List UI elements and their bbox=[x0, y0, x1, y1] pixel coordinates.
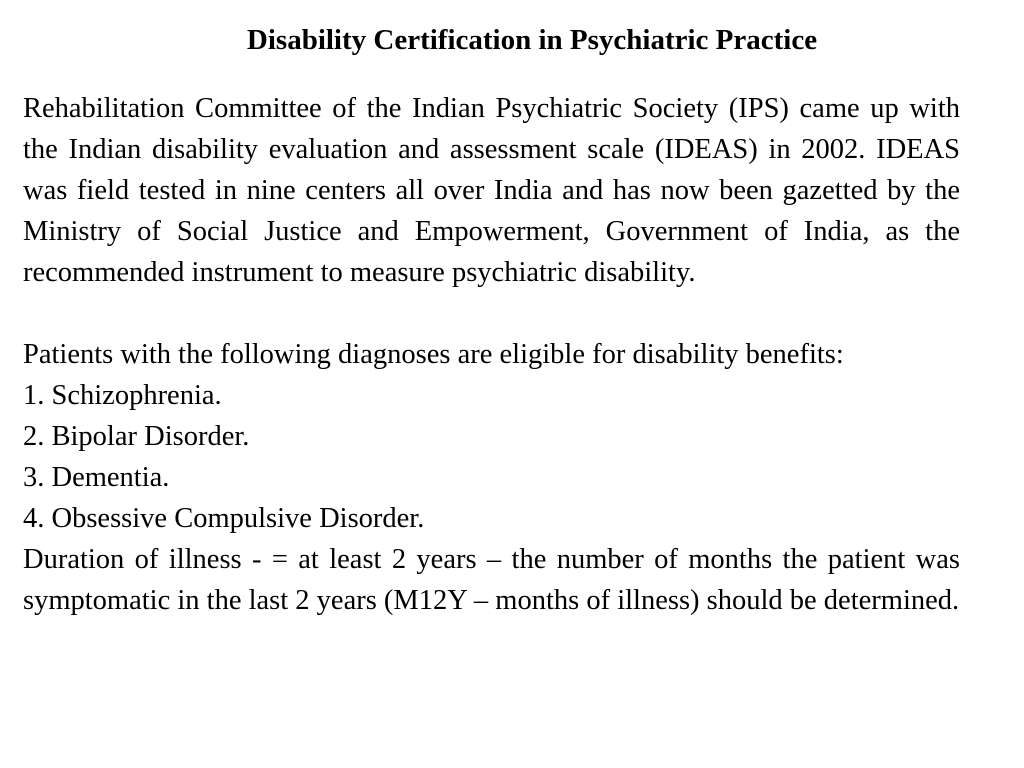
slide-body bbox=[23, 88, 960, 621]
diagnoses-list bbox=[23, 375, 960, 539]
intro-paragraph: Rehabilitation Committee of the Indian Psychiatric Society (IPS) came up with the Indian disability evaluation and assessment scale (IDEAS) in 2002. IDEAS was field tested in nine centers all over India and has now been gazetted by the Ministry of Social Justice and Empowerment, Government of India, as the recommended instrument to measure psychiatric disability. bbox=[23, 93, 960, 288]
diagnosis-item-ocd: 4. Obsessive Compulsive Disorder. bbox=[23, 503, 425, 534]
diagnosis-item-dementia: 3. Dementia. bbox=[23, 462, 170, 493]
duration-paragraph: Duration of illness - = at least 2 years – the number of months the patient was symptomatic in the last 2 years (M12Y – months of illness) should be determined. bbox=[23, 544, 960, 616]
diagnosis-item-schizophrenia: 1. Schizophrenia. bbox=[23, 380, 222, 411]
slide-title: Disability Certification in Psychiatric Practice bbox=[246, 24, 818, 56]
paragraph-spacer bbox=[23, 293, 960, 334]
eligibility-paragraph: Patients with the following diagnoses are eligible for disability benefits: bbox=[23, 339, 844, 370]
diagnosis-item-bipolar-disorder: 2. Bipolar Disorder. bbox=[23, 421, 250, 452]
